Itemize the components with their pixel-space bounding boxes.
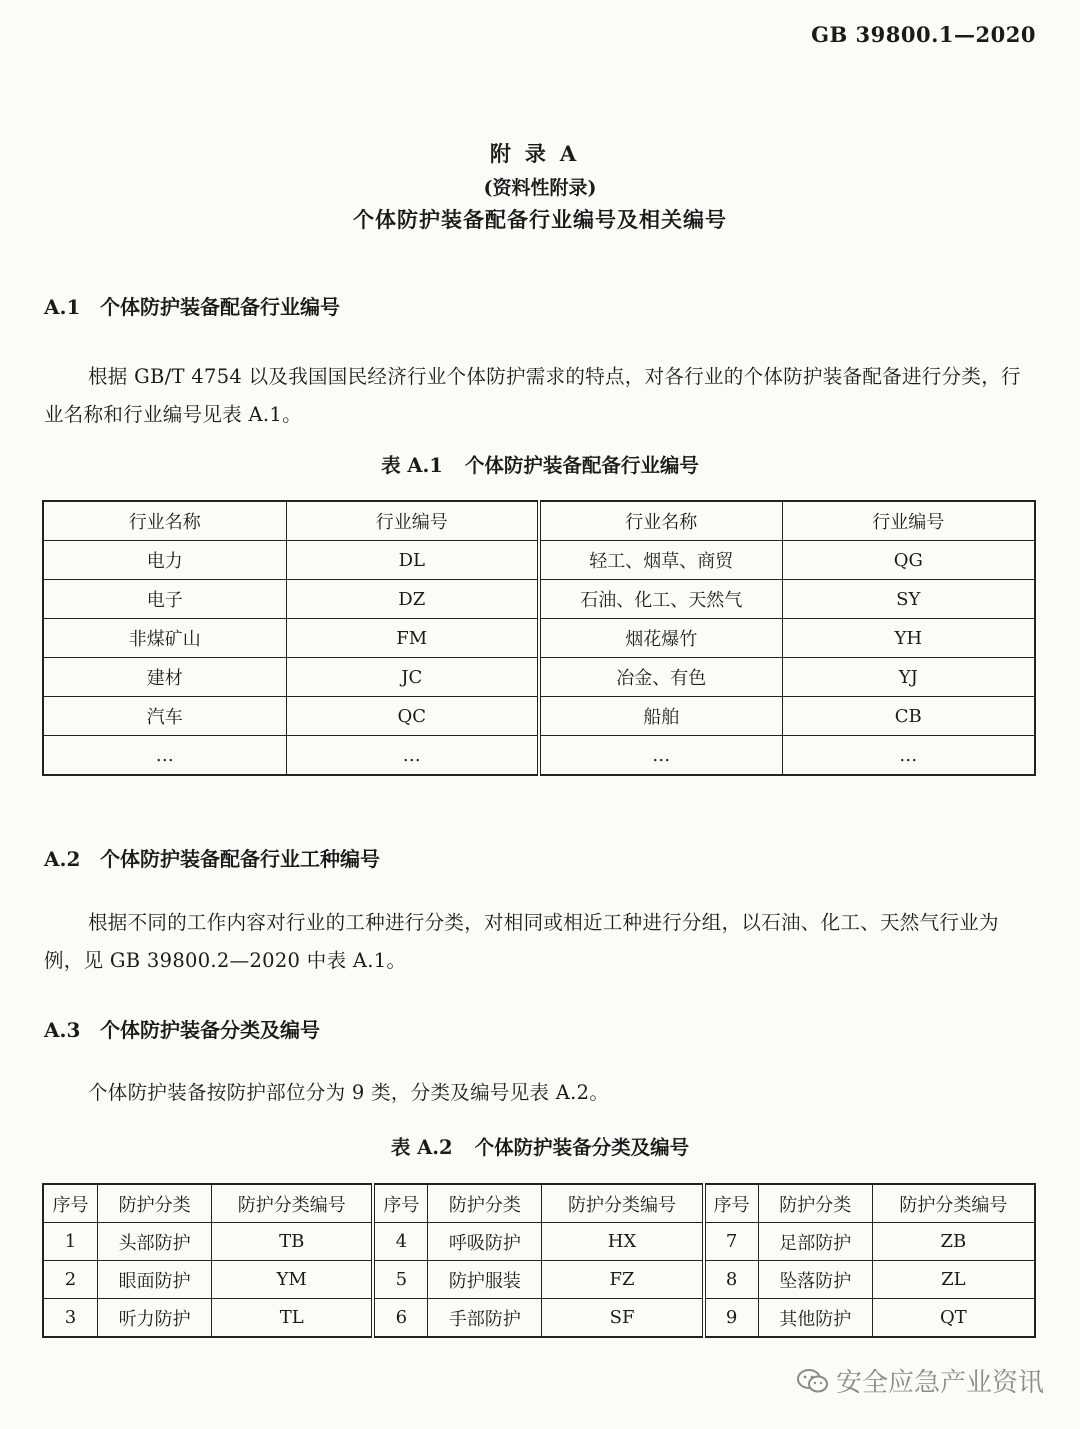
section-title: 个体防护装备配备行业工种编号: [100, 847, 380, 871]
section-a3-paragraph: [44, 1074, 1038, 1112]
table-cell: 7: [704, 1223, 759, 1261]
table-cell: 眼面防护: [98, 1261, 212, 1299]
table-cell: 8: [704, 1261, 759, 1299]
table-cell: 非煤矿山: [43, 619, 286, 658]
header-cell: 行业编号: [286, 501, 539, 541]
table-header-row: [43, 501, 1035, 541]
table-cell: ZL: [872, 1261, 1035, 1299]
section-title: 个体防护装备分类及编号: [100, 1018, 320, 1042]
header-cell: 序号: [704, 1184, 759, 1223]
table-cell: FZ: [542, 1261, 704, 1299]
table-cell: YM: [212, 1261, 374, 1299]
table-cell: 5: [373, 1261, 428, 1299]
table-cell: 2: [43, 1261, 98, 1299]
table-cell: …: [43, 736, 286, 776]
table-cell: 汽车: [43, 697, 286, 736]
table-cell: FM: [286, 619, 539, 658]
table-row: [43, 1261, 1035, 1299]
table-cell: …: [539, 736, 782, 776]
table-cell: 建材: [43, 658, 286, 697]
table-cell: 冶金、有色: [539, 658, 782, 697]
caption-number: 表 A.2: [390, 1136, 453, 1159]
header-cell: 防护分类: [758, 1184, 872, 1223]
table-row: [43, 541, 1035, 580]
table-cell: 呼吸防护: [428, 1223, 542, 1261]
table-row: [43, 697, 1035, 736]
table-a1-caption: [0, 450, 1080, 478]
section-a3-heading: [44, 1014, 320, 1043]
standard-number: GB 39800.1—2020: [811, 22, 1036, 47]
table-row: [43, 1299, 1035, 1338]
annex-type: (资料性附录): [483, 177, 597, 199]
table-cell: 其他防护: [758, 1299, 872, 1338]
table-cell: 听力防护: [98, 1299, 212, 1338]
table-cell: 1: [43, 1223, 98, 1261]
header-cell: 防护分类编号: [212, 1184, 374, 1223]
annex-title: 个体防护装备配备行业编号及相关编号: [353, 207, 727, 232]
table-cell: 烟花爆竹: [539, 619, 782, 658]
section-number: A.2: [44, 847, 81, 871]
table-cell: 6: [373, 1299, 428, 1338]
caption-number: 表 A.1: [381, 454, 443, 477]
section-number: A.3: [44, 1018, 81, 1042]
table-cell: ZB: [872, 1223, 1035, 1261]
table-cell: QC: [286, 697, 539, 736]
table-cell: TL: [212, 1299, 374, 1338]
watermark: [796, 1362, 1044, 1399]
table-cell: 船舶: [539, 697, 782, 736]
table-cell: 9: [704, 1299, 759, 1338]
section-a1-paragraph: [44, 358, 1038, 434]
header-cell: 序号: [43, 1184, 98, 1223]
table-cell: YH: [782, 619, 1035, 658]
table-cell: 坠落防护: [758, 1261, 872, 1299]
section-number: A.1: [44, 295, 81, 319]
wechat-icon: [796, 1368, 830, 1394]
table-cell: 轻工、烟草、商贸: [539, 541, 782, 580]
paragraph-text: 根据 GB/T 4754 以及我国国民经济行业个体防护需求的特点，对各行业的个体防护装备配备进行分类，行业名称和行业编号见表 A.1。: [44, 365, 1021, 426]
header-cell: 行业编号: [782, 501, 1035, 541]
table-row: [43, 1223, 1035, 1261]
paragraph-text: 个体防护装备按防护部位分为 9 类，分类及编号见表 A.2。: [88, 1081, 610, 1104]
table-cell: HX: [542, 1223, 704, 1261]
header-cell: 防护分类编号: [542, 1184, 704, 1223]
table-cell: 防护服装: [428, 1261, 542, 1299]
table-cell: TB: [212, 1223, 374, 1261]
header-cell: 行业名称: [539, 501, 782, 541]
table-cell: …: [286, 736, 539, 776]
table-cell: 电力: [43, 541, 286, 580]
table-cell: 石油、化工、天然气: [539, 580, 782, 619]
table-cell: SY: [782, 580, 1035, 619]
table-cell: DZ: [286, 580, 539, 619]
paragraph-text: 根据不同的工作内容对行业的工种进行分类，对相同或相近工种进行分组，以石油、化工、天然气行业为例，见 GB 39800.2—2020 中表 A.1。: [44, 911, 999, 972]
table-cell: CB: [782, 697, 1035, 736]
header-cell: 防护分类: [428, 1184, 542, 1223]
table-row: [43, 580, 1035, 619]
header-cell: 防护分类编号: [872, 1184, 1035, 1223]
table-header-row: [43, 1184, 1035, 1223]
table-cell: DL: [286, 541, 539, 580]
table-a1: [42, 500, 1036, 776]
section-a2-paragraph: [44, 904, 1038, 980]
table-cell: JC: [286, 658, 539, 697]
annex-label: 附录A: [489, 141, 591, 166]
table-cell: SF: [542, 1299, 704, 1338]
caption-title: 个体防护装备配备行业编号: [464, 454, 699, 477]
table-cell: 4: [373, 1223, 428, 1261]
section-a2-heading: [44, 843, 380, 872]
table-cell: …: [782, 736, 1035, 776]
table-a2: [42, 1183, 1036, 1338]
header-cell: 序号: [373, 1184, 428, 1223]
section-title: 个体防护装备配备行业编号: [100, 295, 340, 319]
table-cell: 足部防护: [758, 1223, 872, 1261]
table-cell: 头部防护: [98, 1223, 212, 1261]
section-a1-heading: [44, 291, 340, 320]
table-cell: 电子: [43, 580, 286, 619]
table-cell: 手部防护: [428, 1299, 542, 1338]
table-row: [43, 658, 1035, 697]
table-a2-caption: [0, 1132, 1080, 1160]
table-row: [43, 736, 1035, 776]
table-cell: QT: [872, 1299, 1035, 1338]
table-cell: 3: [43, 1299, 98, 1338]
header-cell: 防护分类: [98, 1184, 212, 1223]
caption-title: 个体防护装备分类及编号: [474, 1136, 690, 1159]
table-row: [43, 619, 1035, 658]
table-cell: QG: [782, 541, 1035, 580]
header-cell: 行业名称: [43, 501, 286, 541]
watermark-text: 安全应急产业资讯: [835, 1368, 1044, 1398]
table-cell: YJ: [782, 658, 1035, 697]
